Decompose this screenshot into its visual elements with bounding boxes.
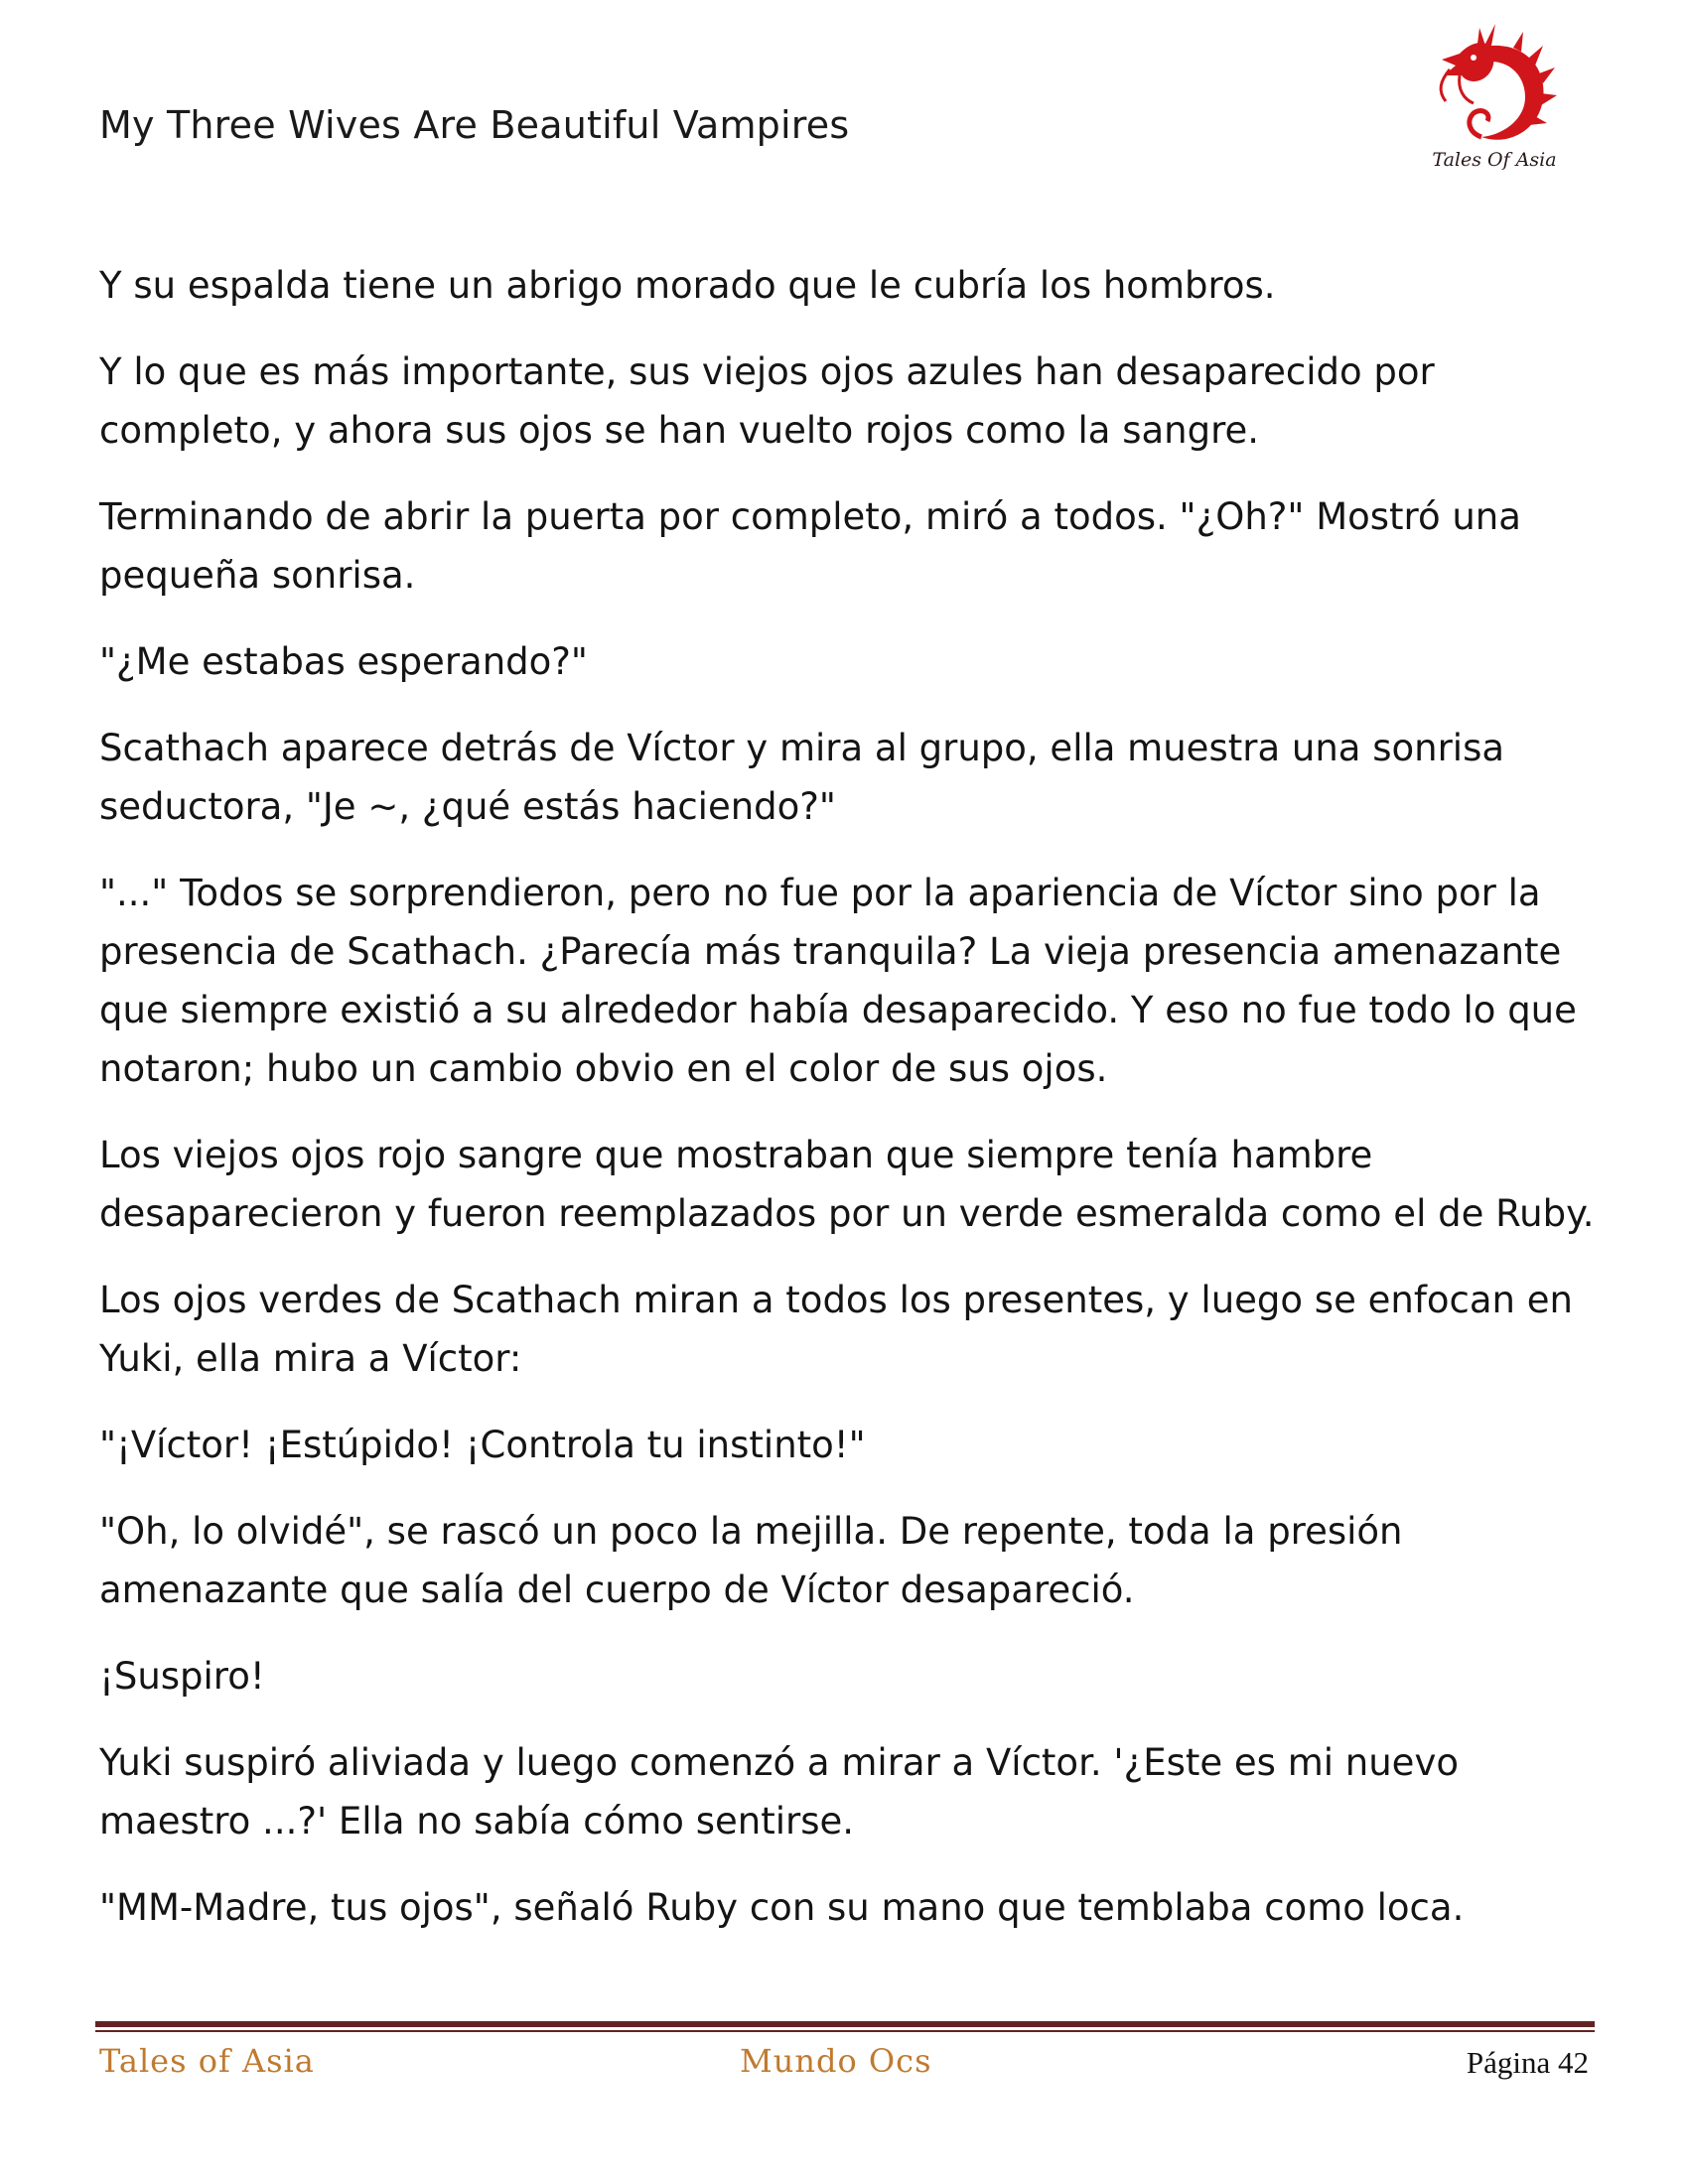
publisher-logo bbox=[1430, 18, 1559, 182]
footer-publisher: Tales of Asia bbox=[99, 2042, 315, 2080]
paragraph: Los viejos ojos rojo sangre que mostraban que siempre tenía hambre desaparecieron y fueron reemplazados por un verde esmeralda como el de Ruby. bbox=[99, 1134, 1595, 1235]
paragraph: Y su espalda tiene un abrigo morado que le cubría los hombros. bbox=[99, 264, 1276, 307]
paragraph: Y lo que es más importante, sus viejos ojos azules han desaparecido por completo, y ahora sus ojos se han vuelto rojos como la sangre. bbox=[99, 350, 1435, 452]
dragon-icon bbox=[1430, 18, 1559, 152]
paragraph: Los ojos verdes de Scathach miran a todos los presentes, y luego se enfocan en Yuki, ella mira a Víctor: bbox=[99, 1279, 1573, 1380]
paragraph: ¡Suspiro! bbox=[99, 1655, 265, 1698]
page-body bbox=[99, 256, 1609, 1965]
paragraph: "¿Me estabas esperando?" bbox=[99, 640, 588, 683]
document-title: My Three Wives Are Beautiful Vampires bbox=[99, 103, 850, 147]
footer-translator: Mundo Ocs bbox=[740, 2042, 932, 2080]
paragraph: Scathach aparece detrás de Víctor y mira al grupo, ella muestra una sonrisa seductora, "Je ~, ¿qué estás haciendo?" bbox=[99, 727, 1505, 828]
footer-divider-thick bbox=[95, 2021, 1595, 2027]
logo-text: Tales Of Asia bbox=[1432, 149, 1557, 171]
paragraph: Yuki suspiró aliviada y luego comenzó a mirar a Víctor. '¿Este es mi nuevo maestro ...?' Ella no sabía cómo sentirse. bbox=[99, 1741, 1459, 1843]
paragraph: "MM-Madre, tus ojos", señaló Ruby con su mano que temblaba como loca. bbox=[99, 1886, 1465, 1929]
paragraph: "¡Víctor! ¡Estúpido! ¡Controla tu instinto!" bbox=[99, 1424, 866, 1466]
paragraph: "..." Todos se sorprendieron, pero no fue por la apariencia de Víctor sino por la presencia de Scathach. ¿Parecía más tranquila? La vieja presencia amenazante que siempre existió a su alrededor había desaparecido. Y eso no fue todo lo que notaron; hubo un cambio obvio en el color de sus ojos. bbox=[99, 872, 1577, 1090]
paragraph: Terminando de abrir la puerta por completo, miró a todos. "¿Oh?" Mostró una pequeña sonrisa. bbox=[99, 495, 1521, 597]
paragraph: "Oh, lo olvidé", se rascó un poco la mejilla. De repente, toda la presión amenazante que salía del cuerpo de Víctor desapareció. bbox=[99, 1510, 1403, 1611]
page-number: Página 42 bbox=[1466, 2045, 1589, 2080]
footer-divider-thin bbox=[95, 2030, 1595, 2032]
